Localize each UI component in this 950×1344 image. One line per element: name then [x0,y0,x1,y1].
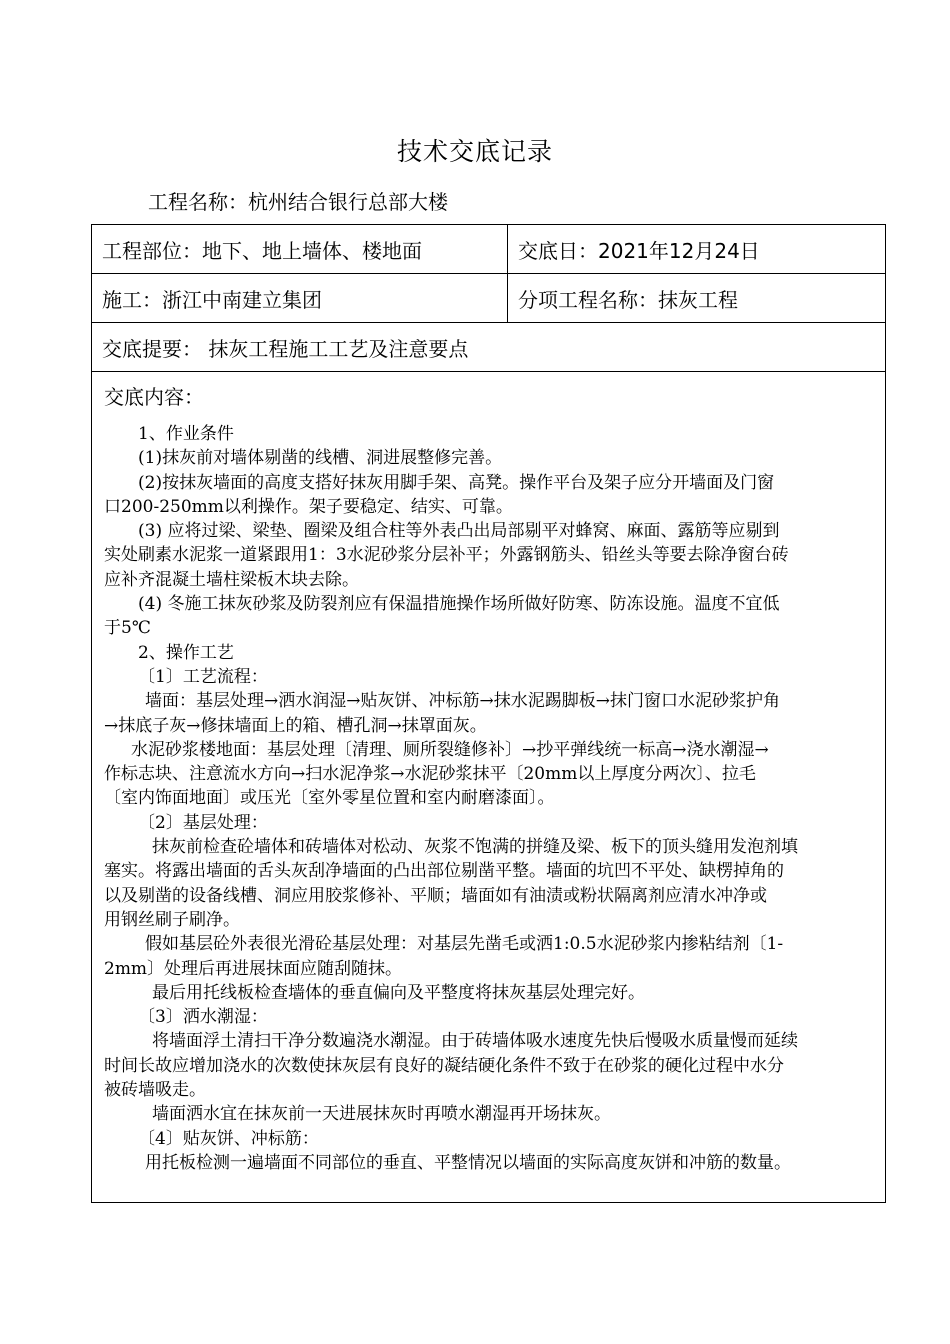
content-cell [92,372,886,1203]
text-line: 塞实。将露出墙面的舌头灰刮净墙面的凸出部位剔凿平整。墙面的坑凹不平处、缺楞掉角的 [104,861,784,882]
text-line: 用托板检测一遍墙面不同部位的垂直、平整情况以墙面的实际高度灰饼和冲筋的数量。 [145,1152,791,1173]
text-line: 被砖墙吸走。 [104,1080,206,1101]
text-line: 墙面：基层处理→洒水润湿→贴灰饼、冲标筋→抹水泥踢脚板→抹门窗口水泥砂浆护角 [145,691,780,712]
text-line: 实处刷素水泥浆一道紧跟用1：3水泥砂浆分层补平；外露钢筋头、铅丝头等要去除净窗台砖 [104,545,789,566]
record-table [91,224,886,1203]
content-label: 交底内容： [104,385,204,409]
text-line: 口200-250mm以利操作。架子要稳定、结实、可靠。 [104,496,513,517]
text-line: 〔4〕贴灰饼、冲标筋： [138,1128,319,1149]
text-line: 将墙面浮土清扫干净分数遍浇水潮湿。由于砖墙体吸水速度先快后慢吸水质量慢而延续 [152,1031,798,1052]
text-line: (3) 应将过梁、梁垫、圈梁及组合柱等外表凸出局部剔平对蜂窝、麻面、露筋等应剔到 [138,521,780,542]
text-line: 最后用托线板检查墙体的垂直偏向及平整度将抹灰基层处理完好。 [152,982,645,1003]
content-body [104,422,873,1175]
text-line: 水泥砂浆楼地面：基层处理〔清理、厕所裂缝修补〕→抄平弹线统一标高→浇水潮湿→ [131,739,769,760]
project-name: 工程名称：杭州结合银行总部大楼 [148,190,448,214]
text-line: 用钢丝刷子刷净。 [104,909,240,930]
text-line: 〔室内饰面地面〕或压光〔室外零星位置和室内耐磨漆面〕。 [104,788,555,809]
text-line: 于5℃ [104,618,151,639]
text-line: →抹底子灰→修抹墙面上的箱、槽孔洞→抹罩面灰。 [104,715,487,736]
text-line: (2)按抹灰墙面的高度支搭好抹灰用脚手架、高凳。操作平台及架子应分开墙面及门窗 [138,472,775,493]
text-line: (1)抹灰前对墙体剔凿的线槽、洞进展整修完善。 [138,448,503,469]
location-cell: 工程部位：地下、地上墙体、楼地面 [92,225,508,274]
text-line: 时间长故应增加浇水的次数使抹灰层有良好的凝结硬化条件不致于在砂浆的硬化过程中水分 [104,1055,784,1076]
text-line: 2mm〕处理后再进展抹面应随刮随抹。 [104,958,403,979]
text-line: 〔2〕基层处理： [138,812,268,833]
builder-cell: 施工：浙江中南建立集团 [92,274,508,323]
text-line: 〔3〕洒水潮湿： [138,1007,268,1028]
text-line: 应补齐混凝土墙柱梁板木块去除。 [104,569,359,590]
text-line: 墙面洒水宜在抹灰前一天进展抹灰时再喷水潮湿再开场抹灰。 [152,1104,611,1125]
date-cell: 交底日：2021年12月24日 [508,225,886,274]
summary-cell: 交底提要： 抹灰工程施工工艺及注意要点 [92,323,886,372]
text-line: 作标志块、注意流水方向→扫水泥净浆→水泥砂浆抹平〔20mm以上厚度分两次〕、拉毛 [104,764,756,785]
document-title: 技术交底记录 [396,137,553,166]
text-line: 〔1〕工艺流程： [138,666,268,687]
text-line: 2、操作工艺 [138,642,234,663]
subitem-cell: 分项工程名称：抹灰工程 [508,274,886,323]
text-line: 抹灰前检查砼墙体和砖墙体对松动、灰浆不饱满的拼缝及梁、板下的顶头缝用发泡剂填 [152,837,798,858]
text-line: 假如基层砼外表很光滑砼基层处理：对基层先凿毛或洒1:0.5水泥砂浆内掺粘结剂〔1- [145,934,784,955]
text-line: 以及剔凿的设备线槽、洞应用胶浆修补、平顺；墙面如有油渍或粉状隔离剂应清水冲净或 [104,885,767,906]
text-line: 1、作业条件 [138,424,234,444]
text-line: (4) 冬施工抹灰砂浆及防裂剂应有保温措施操作场所做好防寒、防冻设施。温度不宜低 [138,594,780,615]
